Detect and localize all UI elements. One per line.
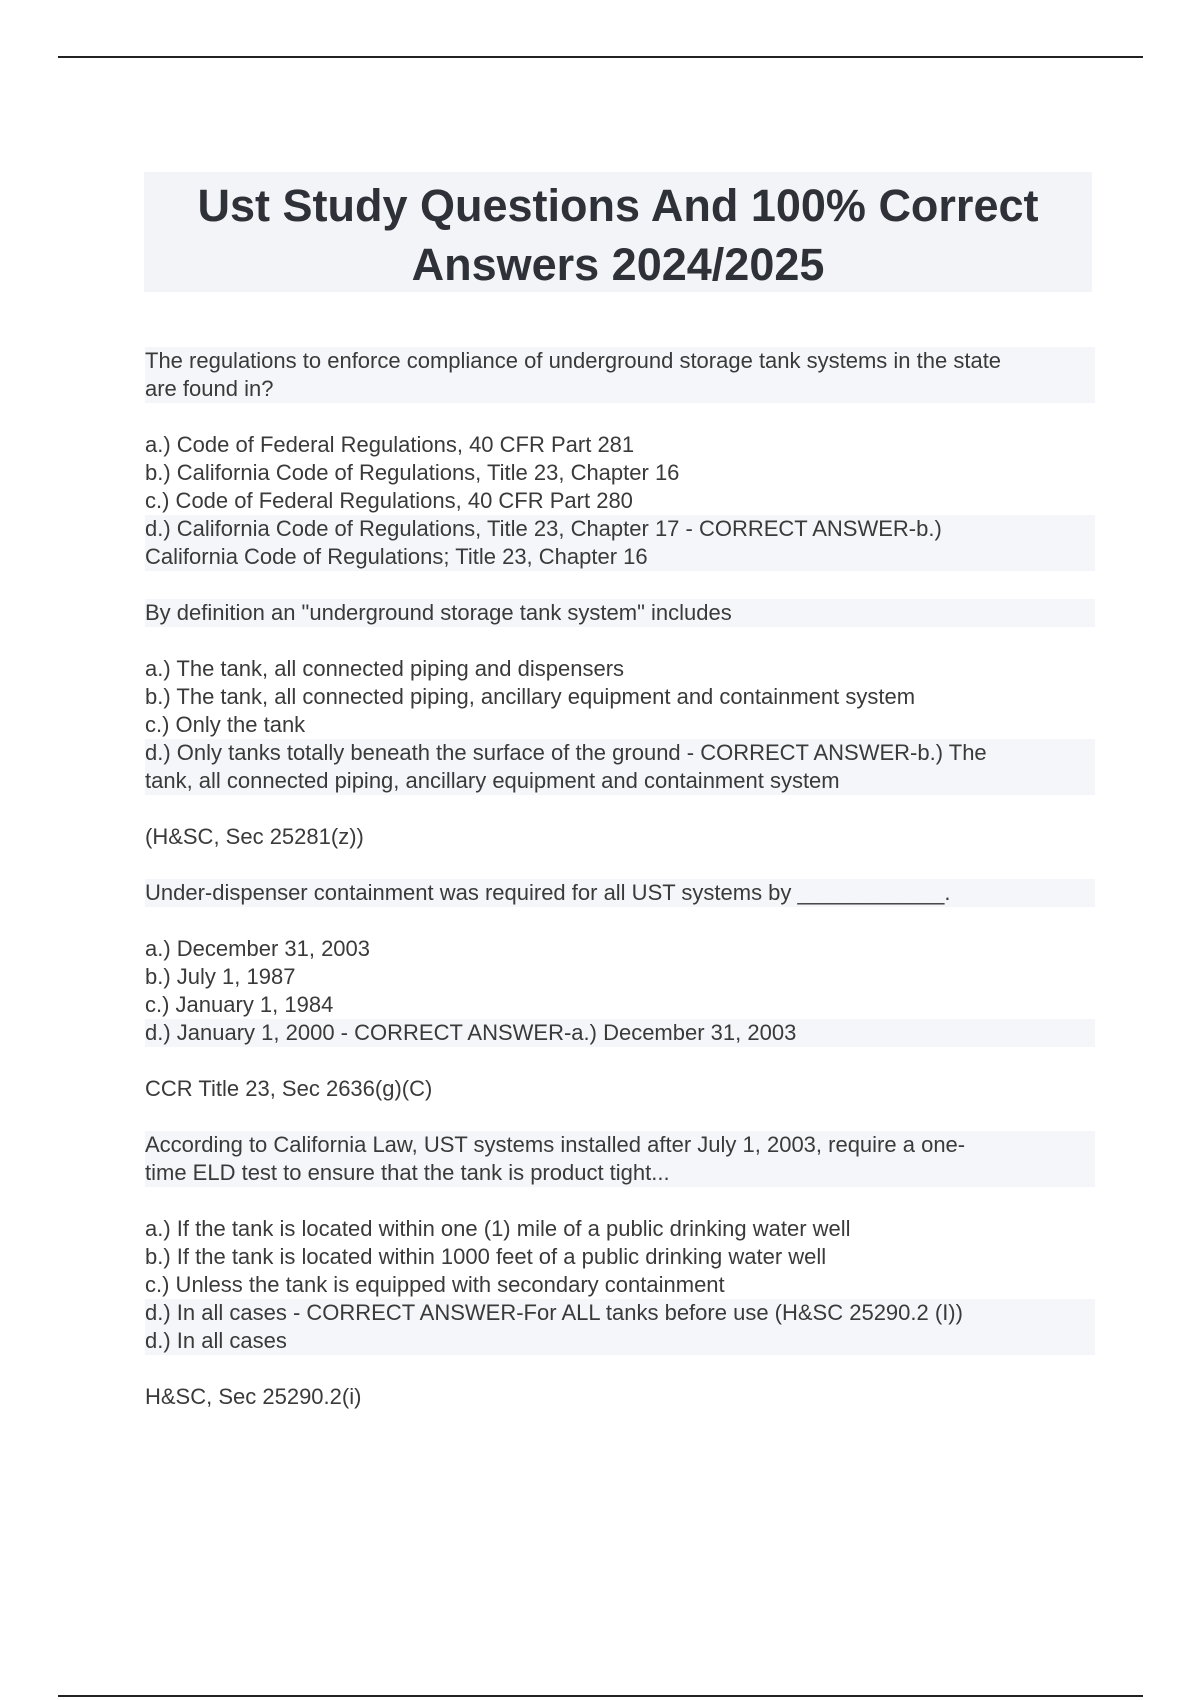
question-text-line: Under-dispenser containment was required for all UST systems by ____________.	[145, 879, 1095, 907]
answer-line: California Code of Regulations; Title 23, Chapter 16	[145, 543, 1095, 571]
option-line: d.) Only tanks totally beneath the surface of the ground - CORRECT ANSWER-b.) The	[145, 739, 1095, 767]
option-line: a.) The tank, all connected piping and dispensers	[145, 656, 625, 681]
page-bottom-rule	[58, 1695, 1143, 1697]
question-text-line: According to California Law, UST systems installed after July 1, 2003, require a one-	[145, 1131, 1095, 1159]
option-line: d.) In all cases - CORRECT ANSWER-For ALL tanks before use (H&SC 25290.2 (I))	[145, 1299, 1095, 1327]
option-line: c.) Code of Federal Regulations, 40 CFR Part 280	[145, 488, 633, 513]
page-top-rule	[58, 56, 1143, 58]
answer-line: tank, all connected piping, ancillary equipment and containment system	[145, 767, 1095, 795]
option-line: b.) The tank, all connected piping, ancillary equipment and containment system	[145, 684, 916, 709]
question-3-prompt	[145, 879, 1095, 907]
question-1-prompt	[145, 347, 1095, 403]
question-3-options	[145, 935, 1095, 1047]
document-body	[145, 347, 1095, 1439]
option-line: a.) December 31, 2003	[145, 936, 371, 961]
option-line: b.) California Code of Regulations, Title 23, Chapter 16	[145, 460, 680, 485]
question-text-line: are found in?	[145, 375, 1095, 403]
title-line-1: Ust Study Questions And 100% Correct	[197, 180, 1039, 231]
question-2-reference	[145, 823, 1095, 851]
reference-line: (H&SC, Sec 25281(z))	[145, 824, 364, 849]
question-4-prompt	[145, 1131, 1095, 1187]
question-1-options	[145, 431, 1095, 571]
question-text-line: time ELD test to ensure that the tank is product tight...	[145, 1159, 1095, 1187]
question-4-options	[145, 1215, 1095, 1355]
option-line: b.) July 1, 1987	[145, 964, 296, 989]
option-line: d.) California Code of Regulations, Title 23, Chapter 17 - CORRECT ANSWER-b.)	[145, 515, 1095, 543]
option-line: c.) Only the tank	[145, 712, 306, 737]
question-2-options	[145, 655, 1095, 795]
question-2-prompt	[145, 599, 1095, 627]
option-line: b.) If the tank is located within 1000 feet of a public drinking water well	[145, 1244, 827, 1269]
reference-line: CCR Title 23, Sec 2636(g)(C)	[145, 1076, 433, 1101]
document-title	[144, 172, 1092, 294]
answer-line: d.) In all cases	[145, 1327, 1095, 1355]
question-3-reference	[145, 1075, 1095, 1103]
option-line: a.) If the tank is located within one (1) mile of a public drinking water well	[145, 1216, 851, 1241]
reference-line: H&SC, Sec 25290.2(i)	[145, 1384, 362, 1409]
option-line: a.) Code of Federal Regulations, 40 CFR Part 281	[145, 432, 635, 457]
title-banner	[144, 172, 1092, 292]
question-text-line: By definition an "underground storage tank system" includes	[145, 599, 1095, 627]
option-line: c.) January 1, 1984	[145, 992, 334, 1017]
option-line: d.) January 1, 2000 - CORRECT ANSWER-a.) December 31, 2003	[145, 1019, 1095, 1047]
title-line-2: Answers 2024/2025	[411, 239, 825, 290]
question-4-reference	[145, 1383, 1095, 1411]
option-line: c.) Unless the tank is equipped with secondary containment	[145, 1272, 725, 1297]
question-text-line: The regulations to enforce compliance of underground storage tank systems in the state	[145, 347, 1095, 375]
